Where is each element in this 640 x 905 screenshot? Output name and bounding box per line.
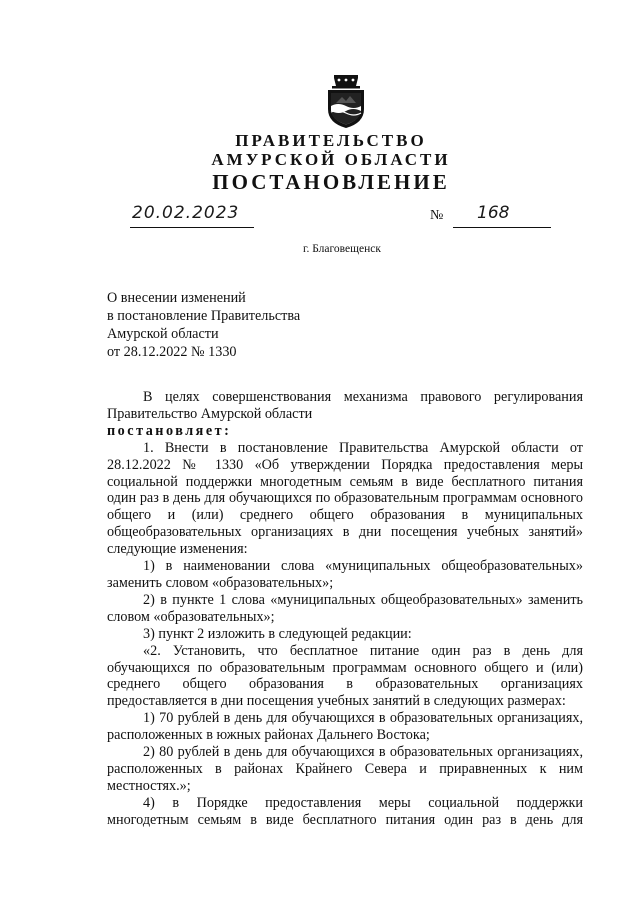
city-line: г. Благовещенск: [303, 243, 381, 255]
subject-line: от 28.12.2022 № 1330: [107, 344, 237, 360]
document-type-title: ПОСТАНОВЛЕНИЕ: [212, 170, 450, 194]
date-field: [130, 205, 254, 228]
number-sign: №: [430, 208, 444, 223]
subclause-3-paragraph: 3) пункт 2 изложить в следующей редакции:: [143, 625, 412, 642]
rate-70-paragraph: 1) 70 рублей в день для обучающихся в образовательных организациях, расположенных в южных районах Дальнего Востока;: [107, 710, 583, 744]
preamble-paragraph: В целях совершенствования механизма правового регулирования Правительство Амурской области: [107, 389, 583, 422]
handwritten-number: 168: [477, 203, 510, 223]
number-field: [453, 205, 551, 228]
document-body: [107, 389, 583, 829]
subject-line: в постановление Правительства: [107, 308, 301, 324]
amur-region-coat-of-arms-icon: [322, 73, 370, 129]
clause-1-paragraph: 1. Внести в постановление Правительства Амурской области от 28.12.2022 № 1330 «Об утверждении Порядка предоставления меры социальной поддержки многодетным семьям в виде бесплатного питания один раз в день для обучающихся по образовательным программам основного общего и (или) среднего общего образования в муниципальных общеобразовательных организациях в дни посещения учебных занятий» следующие изменения:: [107, 439, 583, 558]
subclause-2-paragraph: 2) в пункте 1 слова «муниципальных общеобразовательных» заменить словом «образовательных»;: [107, 591, 583, 625]
handwritten-date: 20.02.2023: [132, 203, 240, 223]
subject-line: Амурской области: [107, 326, 219, 342]
document-subject: [107, 289, 300, 361]
new-clause-2-paragraph: «2. Установить, что бесплатное питание один раз в день для обучающихся по образовательным программам основного общего и (или) среднего общего образования в образовательных организациях предоставляется в дни посещения учебных занятий в следующих размерах:: [107, 642, 583, 710]
government-title-line1: ПРАВИТЕЛЬСТВО: [235, 131, 427, 150]
decree-word: постановляет:: [107, 422, 232, 439]
rate-80-paragraph: 2) 80 рублей в день для обучающихся в образовательных организациях, расположенных в районах Крайнего Севера и приравненных к ним местностях.»;: [107, 744, 583, 794]
subclause-1-paragraph: 1) в наименовании слова «муниципальных общеобразовательных» заменить словом «образовательных»;: [107, 558, 583, 591]
subject-line: О внесении изменений: [107, 290, 246, 306]
subclause-4-paragraph: 4) в Порядке предоставления меры социальной поддержки многодетным семьям в виде бесплатного питания один раз в день для: [107, 794, 583, 828]
government-title-line2: АМУРСКОЙ ОБЛАСТИ: [211, 150, 451, 169]
